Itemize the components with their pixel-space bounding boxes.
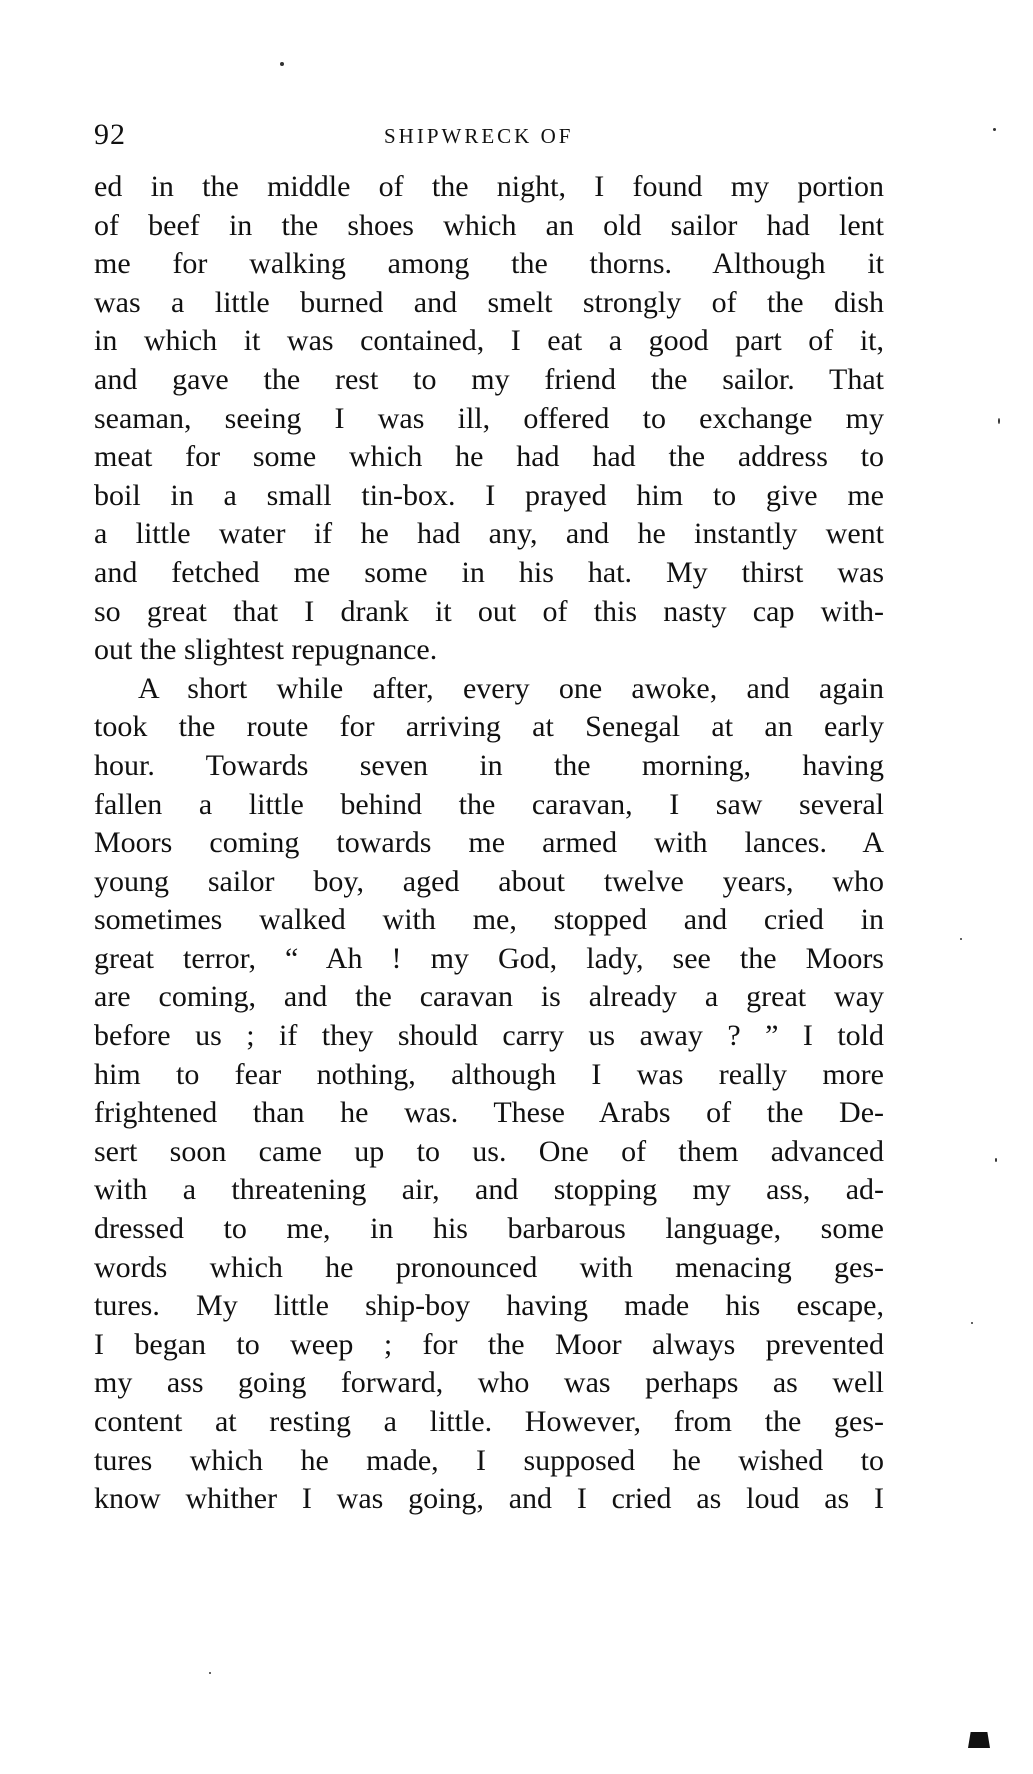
- page-header: [94, 118, 894, 158]
- text-line: took the route for arriving at Senegal at an early: [94, 710, 884, 744]
- text-line: before us ; if they should carry us away ? ” I told: [94, 1019, 884, 1053]
- text-line: dressed to me, in his barbarous language, some: [94, 1212, 884, 1246]
- paragraph: [94, 670, 884, 1519]
- text-line: hour. Towards seven in the morning, having: [94, 748, 884, 782]
- text-line: are coming, and the caravan is already a great way: [94, 980, 884, 1014]
- text-line: him to fear nothing, although I was really more: [94, 1057, 884, 1091]
- text-line: Moors coming towards me armed with lances. A: [94, 826, 884, 860]
- text-line: and fetched me some in his hat. My thirst was: [94, 555, 884, 589]
- text-line: frightened than he was. These Arabs of the De-: [94, 1096, 884, 1130]
- text-line: a little water if he had any, and he instantly went: [94, 517, 884, 551]
- text-line: sometimes walked with me, stopped and cried in: [94, 903, 884, 937]
- scan-speck: [998, 418, 1000, 424]
- running-head: SHIPWRECK OF: [384, 124, 574, 148]
- text-line: young sailor boy, aged about twelve years, who: [94, 864, 884, 898]
- text-line: tures which he made, I supposed he wished to: [94, 1443, 884, 1477]
- text-line: my ass going forward, who was perhaps as well: [94, 1366, 884, 1400]
- text-line: meat for some which he had had the address to: [94, 440, 884, 474]
- text-line: and gave the rest to my friend the sailor. That: [94, 362, 884, 396]
- scan-speck: [280, 62, 284, 66]
- text-line: I began to weep ; for the Moor always prevented: [94, 1327, 884, 1361]
- scan-speck: [993, 128, 996, 131]
- ink-mark: [968, 1732, 990, 1748]
- paragraph: [94, 168, 884, 670]
- text-line: so great that I drank it out of this nasty cap with-: [94, 594, 884, 628]
- text-line: boil in a small tin-box. I prayed him to give me: [94, 478, 884, 512]
- text-line: words which he pronounced with menacing ges-: [94, 1250, 884, 1284]
- text-line: seaman, seeing I was ill, offered to exchange my: [94, 401, 884, 435]
- text-line: ed in the middle of the night, I found my portion: [94, 170, 884, 203]
- text-line: out the slightest repugnance.: [94, 633, 438, 667]
- text-line: great terror, “ Ah ! my God, lady, see the Moors: [94, 941, 884, 975]
- scan-speck: [971, 1322, 973, 1324]
- scan-speck: [960, 938, 962, 940]
- text-line: fallen a little behind the caravan, I saw several: [94, 787, 884, 821]
- text-line: was a little burned and smelt strongly of the dish: [94, 285, 884, 319]
- scan-speck: [995, 1158, 997, 1162]
- text-line: A short while after, every one awoke, and again: [138, 671, 884, 705]
- text-line: content at resting a little. However, from the ges-: [94, 1405, 884, 1438]
- text-line: sert soon came up to us. One of them advanced: [94, 1134, 884, 1168]
- text-line: of beef in the shoes which an old sailor had lent: [94, 208, 884, 242]
- text-line: me for walking among the thorns. Although it: [94, 247, 884, 281]
- text-line: with a threatening air, and stopping my ass, ad-: [94, 1173, 884, 1207]
- page-number: 92: [94, 118, 126, 151]
- scan-speck: [209, 1672, 211, 1674]
- text-line: tures. My little ship-boy having made his escape,: [94, 1289, 884, 1323]
- text-line: in which it was contained, I eat a good part of it,: [94, 324, 884, 358]
- body-text: [94, 168, 884, 1519]
- text-line: know whither I was going, and I cried as loud as I: [94, 1482, 884, 1516]
